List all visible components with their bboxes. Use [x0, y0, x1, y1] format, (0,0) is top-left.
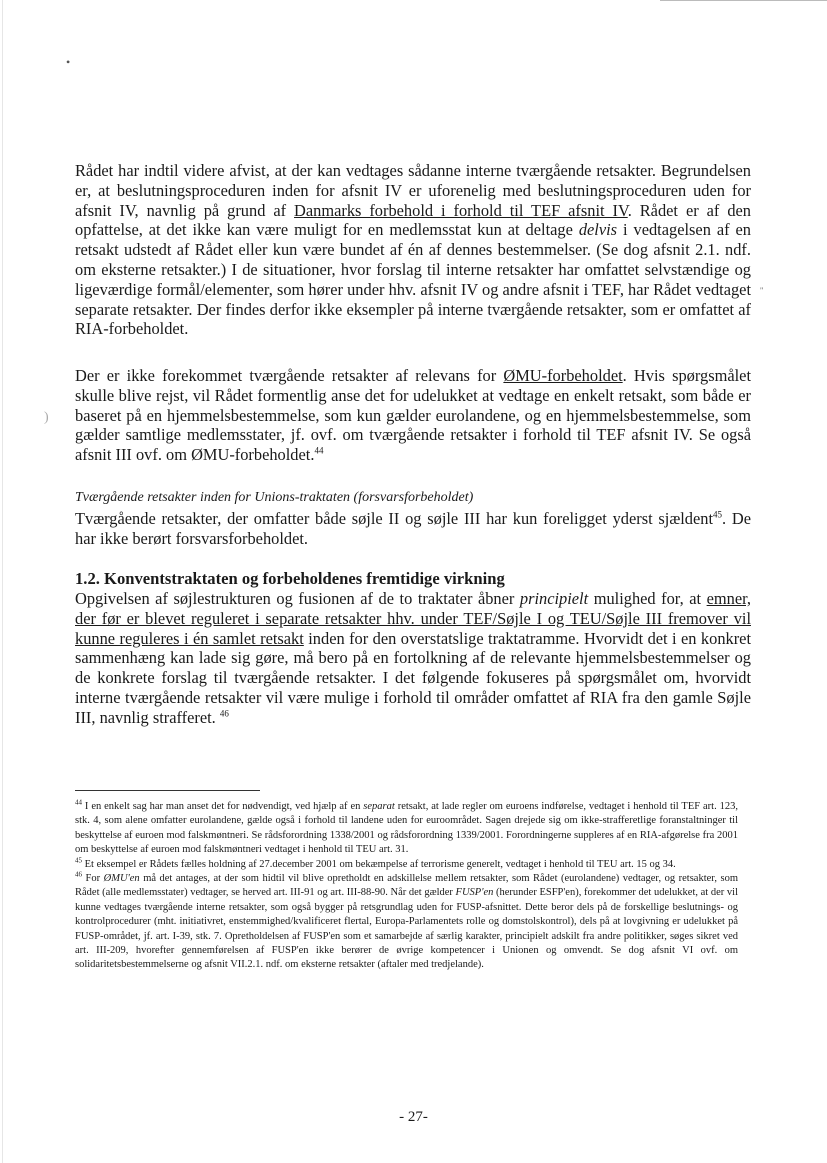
page-number: - 27-: [399, 1109, 428, 1125]
footnote-reference: 46: [219, 708, 229, 719]
paragraph-text: Rådet har indtil videre afvist, at der kan vedtages sådanne interne tværgående retsakter. Begrundelsen er, at beslutningsproceduren inden for afsnit IV er uforenelig med beslutningsproceduren uden for afsnit IV, navnlig på grund af: [75, 161, 751, 220]
subheading: Tværgående retsakter inden for Unions-traktaten (forsvarsforbeholdet): [75, 490, 474, 505]
paragraph-text: . De har ikke berørt forsvarsforbeholdet.: [75, 509, 751, 548]
underlined-passage: emner, der før er blevet reguleret i separate retsakter hhv. under TEF/Søjle I og TEU/Søjle III fremover vil kunne reguleres i én samlet retsakt: [75, 589, 751, 648]
footnote-divider: [75, 790, 260, 791]
paragraph-text: . Hvis spørgsmålet skulle blive rejst, vil Rådet formentlig anse det for udelukket at vedtage en enkelt retsakt, som både er baseret på en hjemmelsbestemmelse, som kun gælder eurolandene, og en hjemmelsbestemmelse, som gælder samtlige medlemsstater, jf. ovf. om tværgående retsakter i forhold til TEF afsnit IV. Se også afsnit III ovf. om ØMU-forbeholdet.: [75, 366, 751, 465]
scan-speck: ": [760, 286, 764, 295]
underlined-reference: ØMU-forbeholdet: [503, 366, 623, 385]
footnotes: [75, 800, 738, 973]
footnote-46: [75, 872, 738, 973]
footnote-reference: 44: [314, 445, 324, 456]
footnote-44: [75, 800, 738, 858]
paragraph-omu: [75, 366, 751, 465]
footnote-reference: 45: [713, 509, 723, 520]
paragraph-text: Opgivelsen af søjlestrukturen og fusionen af de to traktater åbner: [75, 589, 520, 608]
footnote-number: 45: [75, 856, 82, 865]
footnote-text: (herunder ESFP'en), forekommer det udelukket, at der vil kunne vedtages tværgående interne retsakter, som også bygger på retsgrundlag uden for FUSP-afsnittet. Dette beror dels på de forskellige beslutnings- og kontrolprocedurer (mht. initiativret, enstemmighed/kvalificeret flertal, Europa-Parlamentets rolle og domstolskontrol), dels på at lovgivning er udelukket på FUSP-området, jf. art. I-39, stk. 7. Opretholdelsen af FUSP'en som et samarbejde af særlig karakter, principielt adskilt fra andre politikker, søges sikret ved art. III-209, hvorefter gennemførelsen af FUSP'en ikke berører de øvrige kompetencer i Unionen og omvendt. Se dog afsnit VI ovf. om solidaritetsbestemmelserne og afsnit VII.2.1. ndf. om eksterne retsakter (aftaler med tredjelande).: [75, 887, 738, 971]
scan-edge-left: [2, 0, 3, 1163]
footnote-text: Et eksempel er Rådets fælles holdning af 27.december 2001 om bekæmpelse af terrorisme generelt, vedtaget i henhold til TEU art. 15 og 34.: [82, 858, 676, 870]
scan-edge-top: [660, 0, 827, 1]
paragraph-text: Tværgående retsakter, der omfatter både søjle II og søjle III har kun foreligget yderst sjældent: [75, 509, 714, 528]
scan-speck: ): [44, 410, 49, 425]
section-title: 1.2. Konventstraktaten og forbeholdenes fremtidige virkning: [75, 569, 505, 588]
footnote-number: 46: [75, 870, 82, 879]
footnote-number: 44: [75, 798, 82, 807]
paragraph-text: . Rådet er af den opfattelse, at det ikke kan være muligt for en medlemsstat kun at deltage: [75, 200, 751, 240]
footnote-text: I en enkelt sag har man anset det for nødvendigt, ved hjælp af en: [82, 801, 364, 812]
paragraph-text: i vedtagelsen af en retsakt udstedt af Rådet eller kun være bundet af én af dennes bestemmelser. (Se dog afsnit 2.1. ndf. om eksterne retsakter.) I de situationer, hvor forslag til interne retsakter har omfattet selvstændige og ligeværdige formål/elementer, som hører under hhv. afsnit IV og andre afsnit i TEF, har Rådet vedtaget separate retsakter. Der findes derfor ikke eksempler på interne tværgående retsakter, som er omfattet af RIA-forbeholdet.: [75, 220, 751, 339]
paragraph-konvent: [75, 589, 751, 728]
footnote-45: [75, 858, 738, 872]
paragraph-text: inden for den overstatslige traktatramme. Hvorvidt det i en konkret sammenhæng kan lade sig gøre, må bero på en fortolkning af de relevante hjemmelsbestemmelser og de konkrete forslag til tværgående retsakter. I det følgende fokuseres på spørgsmålet om, hvorvidt interne tværgående retsakter vil være mulige i forhold til områder omfattet af RIA fra den gamle Søjle III, navnlig strafferet.: [75, 628, 751, 727]
paragraph-text: mulighed for, at: [588, 589, 707, 608]
italic-term: principielt: [519, 589, 589, 608]
scan-speck: •: [66, 55, 71, 69]
paragraph-text: Der er ikke forekommet tværgående retsakter af relevans for: [75, 366, 504, 385]
underlined-reference: Danmarks forbehold i forhold til TEF afsnit IV: [294, 200, 628, 220]
paragraph-forsvar: [75, 509, 751, 549]
paragraph-forbehold-tef: [75, 161, 751, 339]
italic-term: ØMU'en: [103, 873, 140, 885]
italic-term: delvis: [578, 220, 618, 240]
footnote-text: For: [82, 873, 104, 885]
italic-term: separat: [363, 801, 395, 812]
footnote-text: må det antages, at der som hidtil vil blive opretholdt en adskillelse mellem retsakter, som Rådet (eurolandene) vedtager, og retsakter, som Rådet (alle medlemsstater) vedtager, se herved art. III-91 og art. III-88-90. Når det gælder: [75, 873, 739, 899]
italic-term: FUSP'en: [455, 887, 494, 899]
footnote-text: retsakt, at lade regler om euroens indførelse, vedtaget i henhold til TEF art. 123, stk. 4, som alene omfatter eurolandene, gælde også i forhold til landene uden for euroområdet. Sagen drejede sig om ikke-strafferetlige foranstaltninger til beskyttelse af euroen mod falskmøntneri. Se rådsforordning 1338/2001 og rådsforordning 1339/2001. Forordningerne suppleres af en RIA-afgørelse fra 2001 om beskyttelse af euroen mod falskmøntneri vedtaget i henhold til TEU art. 31.: [75, 801, 738, 856]
